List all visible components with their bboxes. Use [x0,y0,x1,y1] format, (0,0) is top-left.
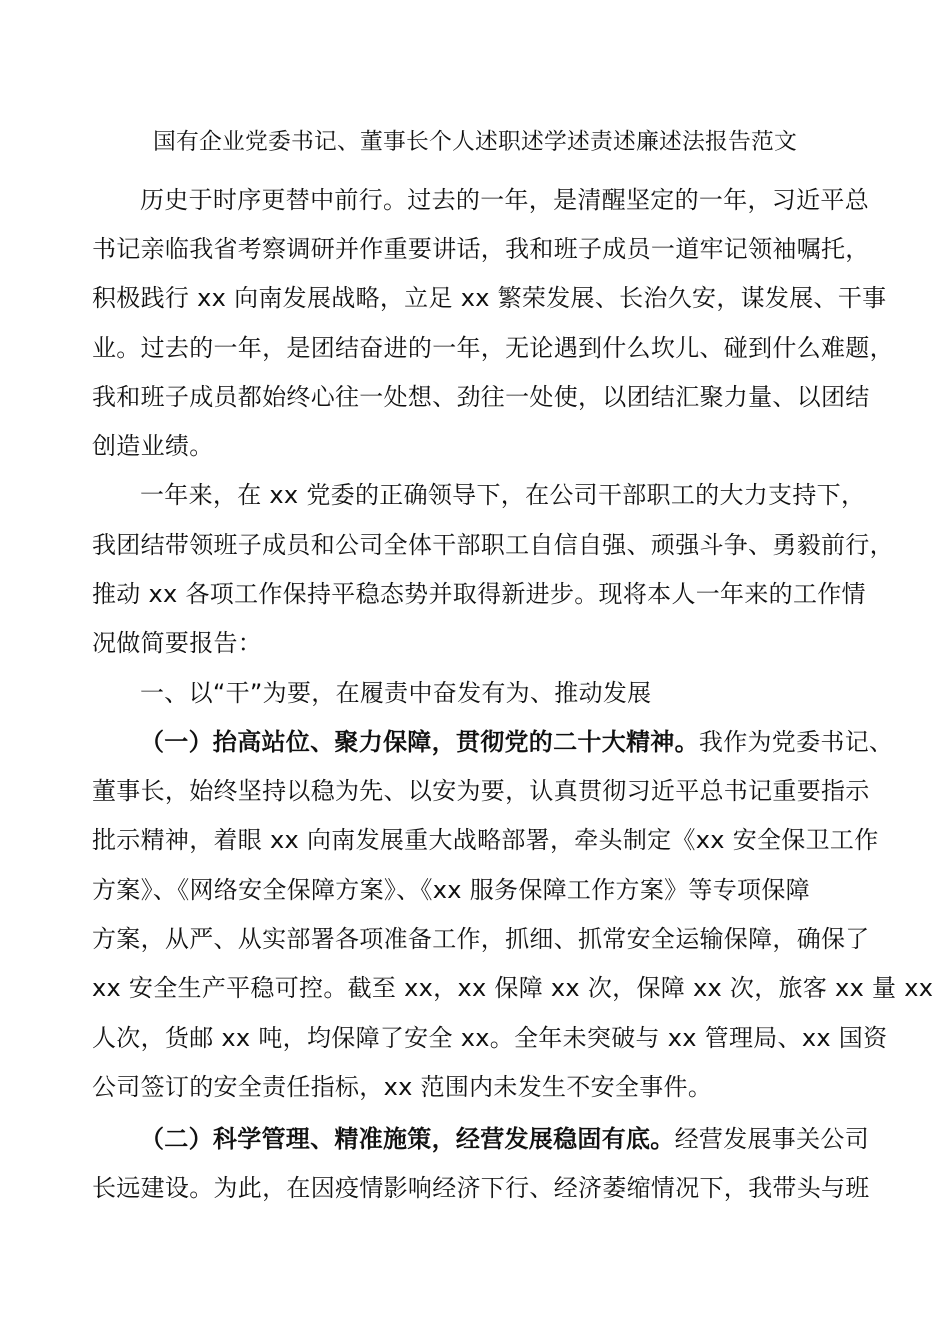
paragraph-4-line-2: 长远建设。为此，在因疫情影响经济下行、经济萎缩情况下，我带头与班 [92,1174,870,1202]
section-heading-1: 一、以“干”为要，在履责中奋发有为、推动发展 [140,679,652,707]
paragraph-3-line-6: xx 安全生产平稳可控。截至 xx，xx 保障 xx 次，保障 xx 次，旅客 xx 量 xx [92,974,934,1002]
paragraph-3-line-8: 公司签订的安全责任指标，xx 范围内未发生不安全事件。 [92,1073,713,1101]
paragraph-1-line-4: 业。过去的一年，是团结奋进的一年，无论遇到什么坎儿、碰到什么难题， [92,334,894,362]
paragraph-3-line-2: 董事长，始终坚持以稳为先、以安为要，认真贯彻习近平总书记重要指示 [92,777,870,805]
paragraph-3-line-1 [140,724,893,760]
paragraph-2-line-3: 推动 xx 各项工作保持平稳态势并取得新进步。现将本人一年来的工作情 [92,580,866,608]
paragraph-1-line-3: 积极践行 xx 向南发展战略，立足 xx 繁荣发展、长治久安，谋发展、干事 [92,284,887,312]
subsection-heading-2: （二）科学管理、精准施策，经营发展稳固有底。 [140,1125,675,1153]
paragraph-1-line-2: 书记亲临我省考察调研并作重要讲话，我和班子成员一道牢记领袖嘱托， [92,235,870,263]
paragraph-1-line-1: 历史于时序更替中前行。过去的一年，是清醒坚定的一年，习近平总 [140,186,869,214]
paragraph-3-line-3: 批示精神，着眼 xx 向南发展重大战略部署，牵头制定《xx 安全保卫工作 [92,826,879,854]
paragraph-3-line-4: 方案》、《网络安全保障方案》、《xx 服务保障工作方案》等专项保障 [92,876,810,904]
paragraph-2-line-4: 况做简要报告： [92,629,263,657]
paragraph-4-line-1 [140,1121,869,1157]
paragraph-1-line-5: 我和班子成员都始终心往一处想、劲往一处使，以团结汇聚力量、以团结 [92,383,870,411]
paragraph-3-line-5: 方案，从严、从实部署各项准备工作，抓细、抓常安全运输保障，确保了 [92,925,870,953]
document-title: 国有企业党委书记、董事长个人述职述学述责述廉述法报告范文 [153,129,797,155]
paragraph-1-line-6: 创造业绩。 [92,432,214,460]
paragraph-3-line-7: 人次，货邮 xx 吨，均保障了安全 xx。全年未突破与 xx 管理局、xx 国资 [92,1024,888,1052]
paragraph-3-line-1-text: 我作为党委书记、 [698,728,894,756]
paragraph-2-line-2: 我团结带领班子成员和公司全体干部职工自信自强、顽强斗争、勇毅前行， [92,531,894,559]
subsection-heading-1: （一）抬高站位、聚力保障，贯彻党的二十大精神。 [140,728,699,756]
paragraph-4-line-1-text: 经营发展事关公司 [674,1125,870,1153]
paragraph-2-line-1: 一年来，在 xx 党委的正确领导下，在公司干部职工的大力支持下， [140,481,866,509]
